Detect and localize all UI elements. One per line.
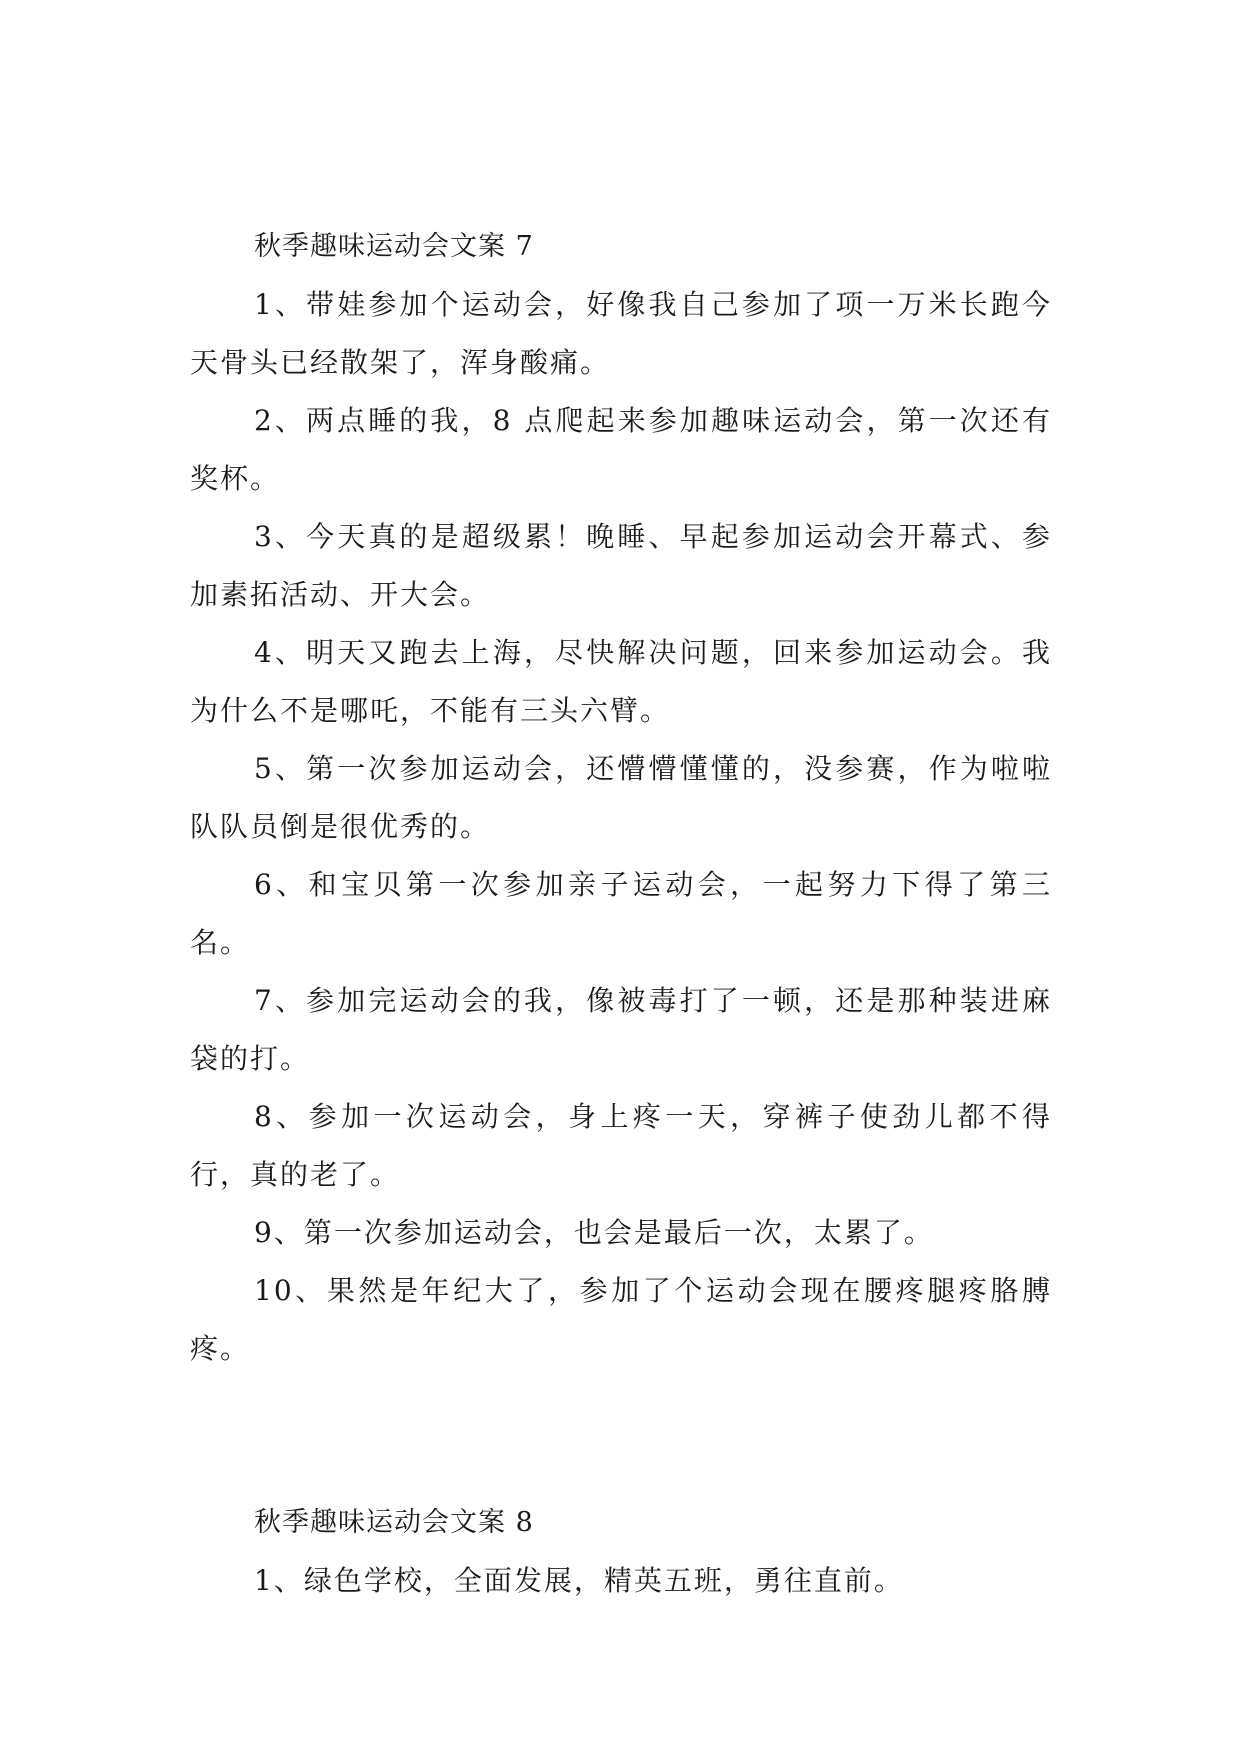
- list-item: 4、明天又跑去上海，尽快解决问题，回来参加运动会。我为什么不是哪吒，不能有三头六臂。: [190, 636, 1052, 727]
- list-item: 7、参加完运动会的我，像被毒打了一顿，还是那种装进麻袋的打。: [190, 984, 1052, 1075]
- document-body: [190, 218, 1052, 1610]
- section-spacer: [190, 1378, 1052, 1494]
- list-item: 9、第一次参加运动会，也会是最后一次，太累了。: [254, 1216, 934, 1249]
- section-7: [190, 218, 1052, 1378]
- list-item: 5、第一次参加运动会，还懵懵懂懂的，没参赛，作为啦啦队队员倒是很优秀的。: [190, 752, 1052, 843]
- list-item: 1、绿色学校，全面发展，精英五班，勇往直前。: [254, 1564, 904, 1597]
- section-8: [190, 1494, 1052, 1610]
- list-item: 6、和宝贝第一次参加亲子运动会，一起努力下得了第三名。: [190, 868, 1052, 959]
- section-title: 秋季趣味运动会文案 8: [254, 1507, 534, 1538]
- section-title: 秋季趣味运动会文案 7: [254, 231, 534, 262]
- list-item: 1、带娃参加个运动会，好像我自己参加了项一万米长跑今天骨头已经散架了，浑身酸痛。: [190, 288, 1052, 379]
- list-item: 10、果然是年纪大了，参加了个运动会现在腰疼腿疼胳膊疼。: [190, 1274, 1052, 1365]
- list-item: 8、参加一次运动会，身上疼一天，穿裤子使劲儿都不得行，真的老了。: [190, 1100, 1052, 1191]
- list-item: 2、两点睡的我，8 点爬起来参加趣味运动会，第一次还有奖杯。: [190, 404, 1052, 495]
- list-item: 3、今天真的是超级累！晚睡、早起参加运动会开幕式、参加素拓活动、开大会。: [190, 520, 1052, 611]
